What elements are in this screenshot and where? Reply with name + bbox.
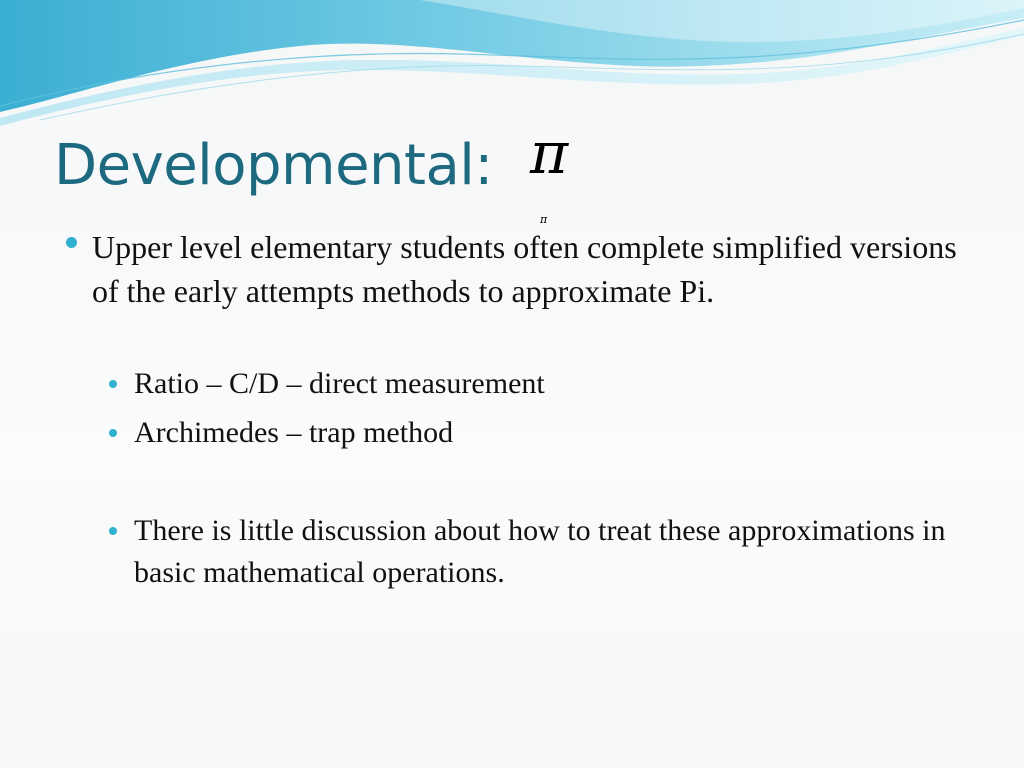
- pi-symbol: π: [530, 119, 569, 187]
- small-pi-symbol: π: [540, 213, 548, 226]
- bullet-text-main: Upper level elementary students often complete simplified versions of the early attempts methods to approximate Pi.: [92, 229, 957, 309]
- slide-title: Developmental:: [54, 133, 493, 198]
- bullet-icon: [109, 380, 117, 388]
- decorative-wave-banner: [0, 0, 1024, 130]
- bullet-icon: [109, 527, 117, 535]
- bullet-text-archimedes: Archimedes – trap method: [134, 416, 454, 449]
- bullet-icon: [109, 429, 117, 437]
- bullet-text-ratio: Ratio – C/D – direct measurement: [134, 367, 545, 400]
- bullet-icon: [66, 237, 77, 248]
- bullet-text-discussion: There is little discussion about how to treat these approximations in basic mathematical operations.: [134, 514, 946, 589]
